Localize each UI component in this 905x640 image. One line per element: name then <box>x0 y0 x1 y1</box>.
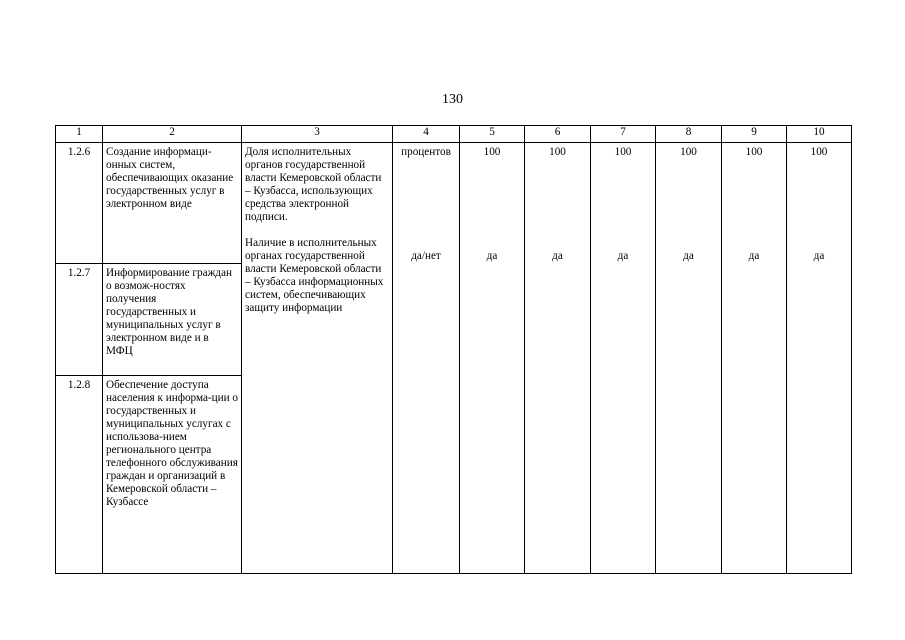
indicator-value: да <box>683 250 694 262</box>
column-header: 3 <box>242 126 393 143</box>
value-cell <box>525 143 591 574</box>
indicator-value: 100 <box>680 146 697 158</box>
unit-cell <box>393 143 460 574</box>
value-cell <box>656 143 722 574</box>
table-row <box>56 143 852 264</box>
row-number: 1.2.6 <box>56 143 103 264</box>
column-header: 9 <box>722 126 787 143</box>
measure-name: Создание информаци-онных систем, обеспечивающих оказание государственных услуг в электронном виде <box>103 143 242 264</box>
indicator-value: 100 <box>483 146 501 158</box>
column-header: 7 <box>591 126 656 143</box>
value-cell <box>460 143 525 574</box>
measure-name: Обеспечение доступа населения к информа-ции о государственных и муниципальных услугах с использова-нием регионального центра телефонного обслуживания граждан и организаций в Кемеровской области – Кузбассе <box>103 376 242 574</box>
indicator-value: да <box>813 250 825 262</box>
indicator-value: 100 <box>745 146 763 158</box>
unit-value: да/нет <box>411 250 441 262</box>
table-header-row <box>56 126 852 143</box>
value-cell <box>787 143 852 574</box>
indicator-value: да <box>748 250 760 262</box>
column-header: 4 <box>393 126 460 143</box>
page-number: 130 <box>442 92 463 107</box>
measure-name: Информирование граждан о возмож-ностях получения государственных и муниципальных услуг в электронном виде и в МФЦ <box>103 264 242 376</box>
column-header: 2 <box>103 126 242 143</box>
indicator-value: да <box>552 250 563 262</box>
value-cell <box>722 143 787 574</box>
column-header: 5 <box>460 126 525 143</box>
column-header: 6 <box>525 126 591 143</box>
row-number: 1.2.7 <box>56 264 103 376</box>
column-header: 8 <box>656 126 722 143</box>
indicator-value: 100 <box>549 146 566 158</box>
column-header: 10 <box>787 126 852 143</box>
unit-value: процентов <box>401 146 451 158</box>
row-number: 1.2.8 <box>56 376 103 574</box>
indicator-value: да <box>617 250 629 262</box>
indicator-text: Доля исполнительных органов государственной власти Кемеровской области – Кузбасса, использующих средства электронной подписи. <box>245 146 382 223</box>
column-header: 1 <box>56 126 103 143</box>
value-cell <box>591 143 656 574</box>
indicators-table <box>55 125 852 574</box>
indicator-value: 100 <box>810 146 828 158</box>
indicator-value: 100 <box>614 146 632 158</box>
indicator-text: Наличие в исполнительных органах государственной власти Кемеровской области – Кузбасса информационных систем, обеспечивающих защиту информации <box>245 237 384 314</box>
indicator-cell <box>242 143 393 574</box>
indicator-value: да <box>486 250 498 262</box>
